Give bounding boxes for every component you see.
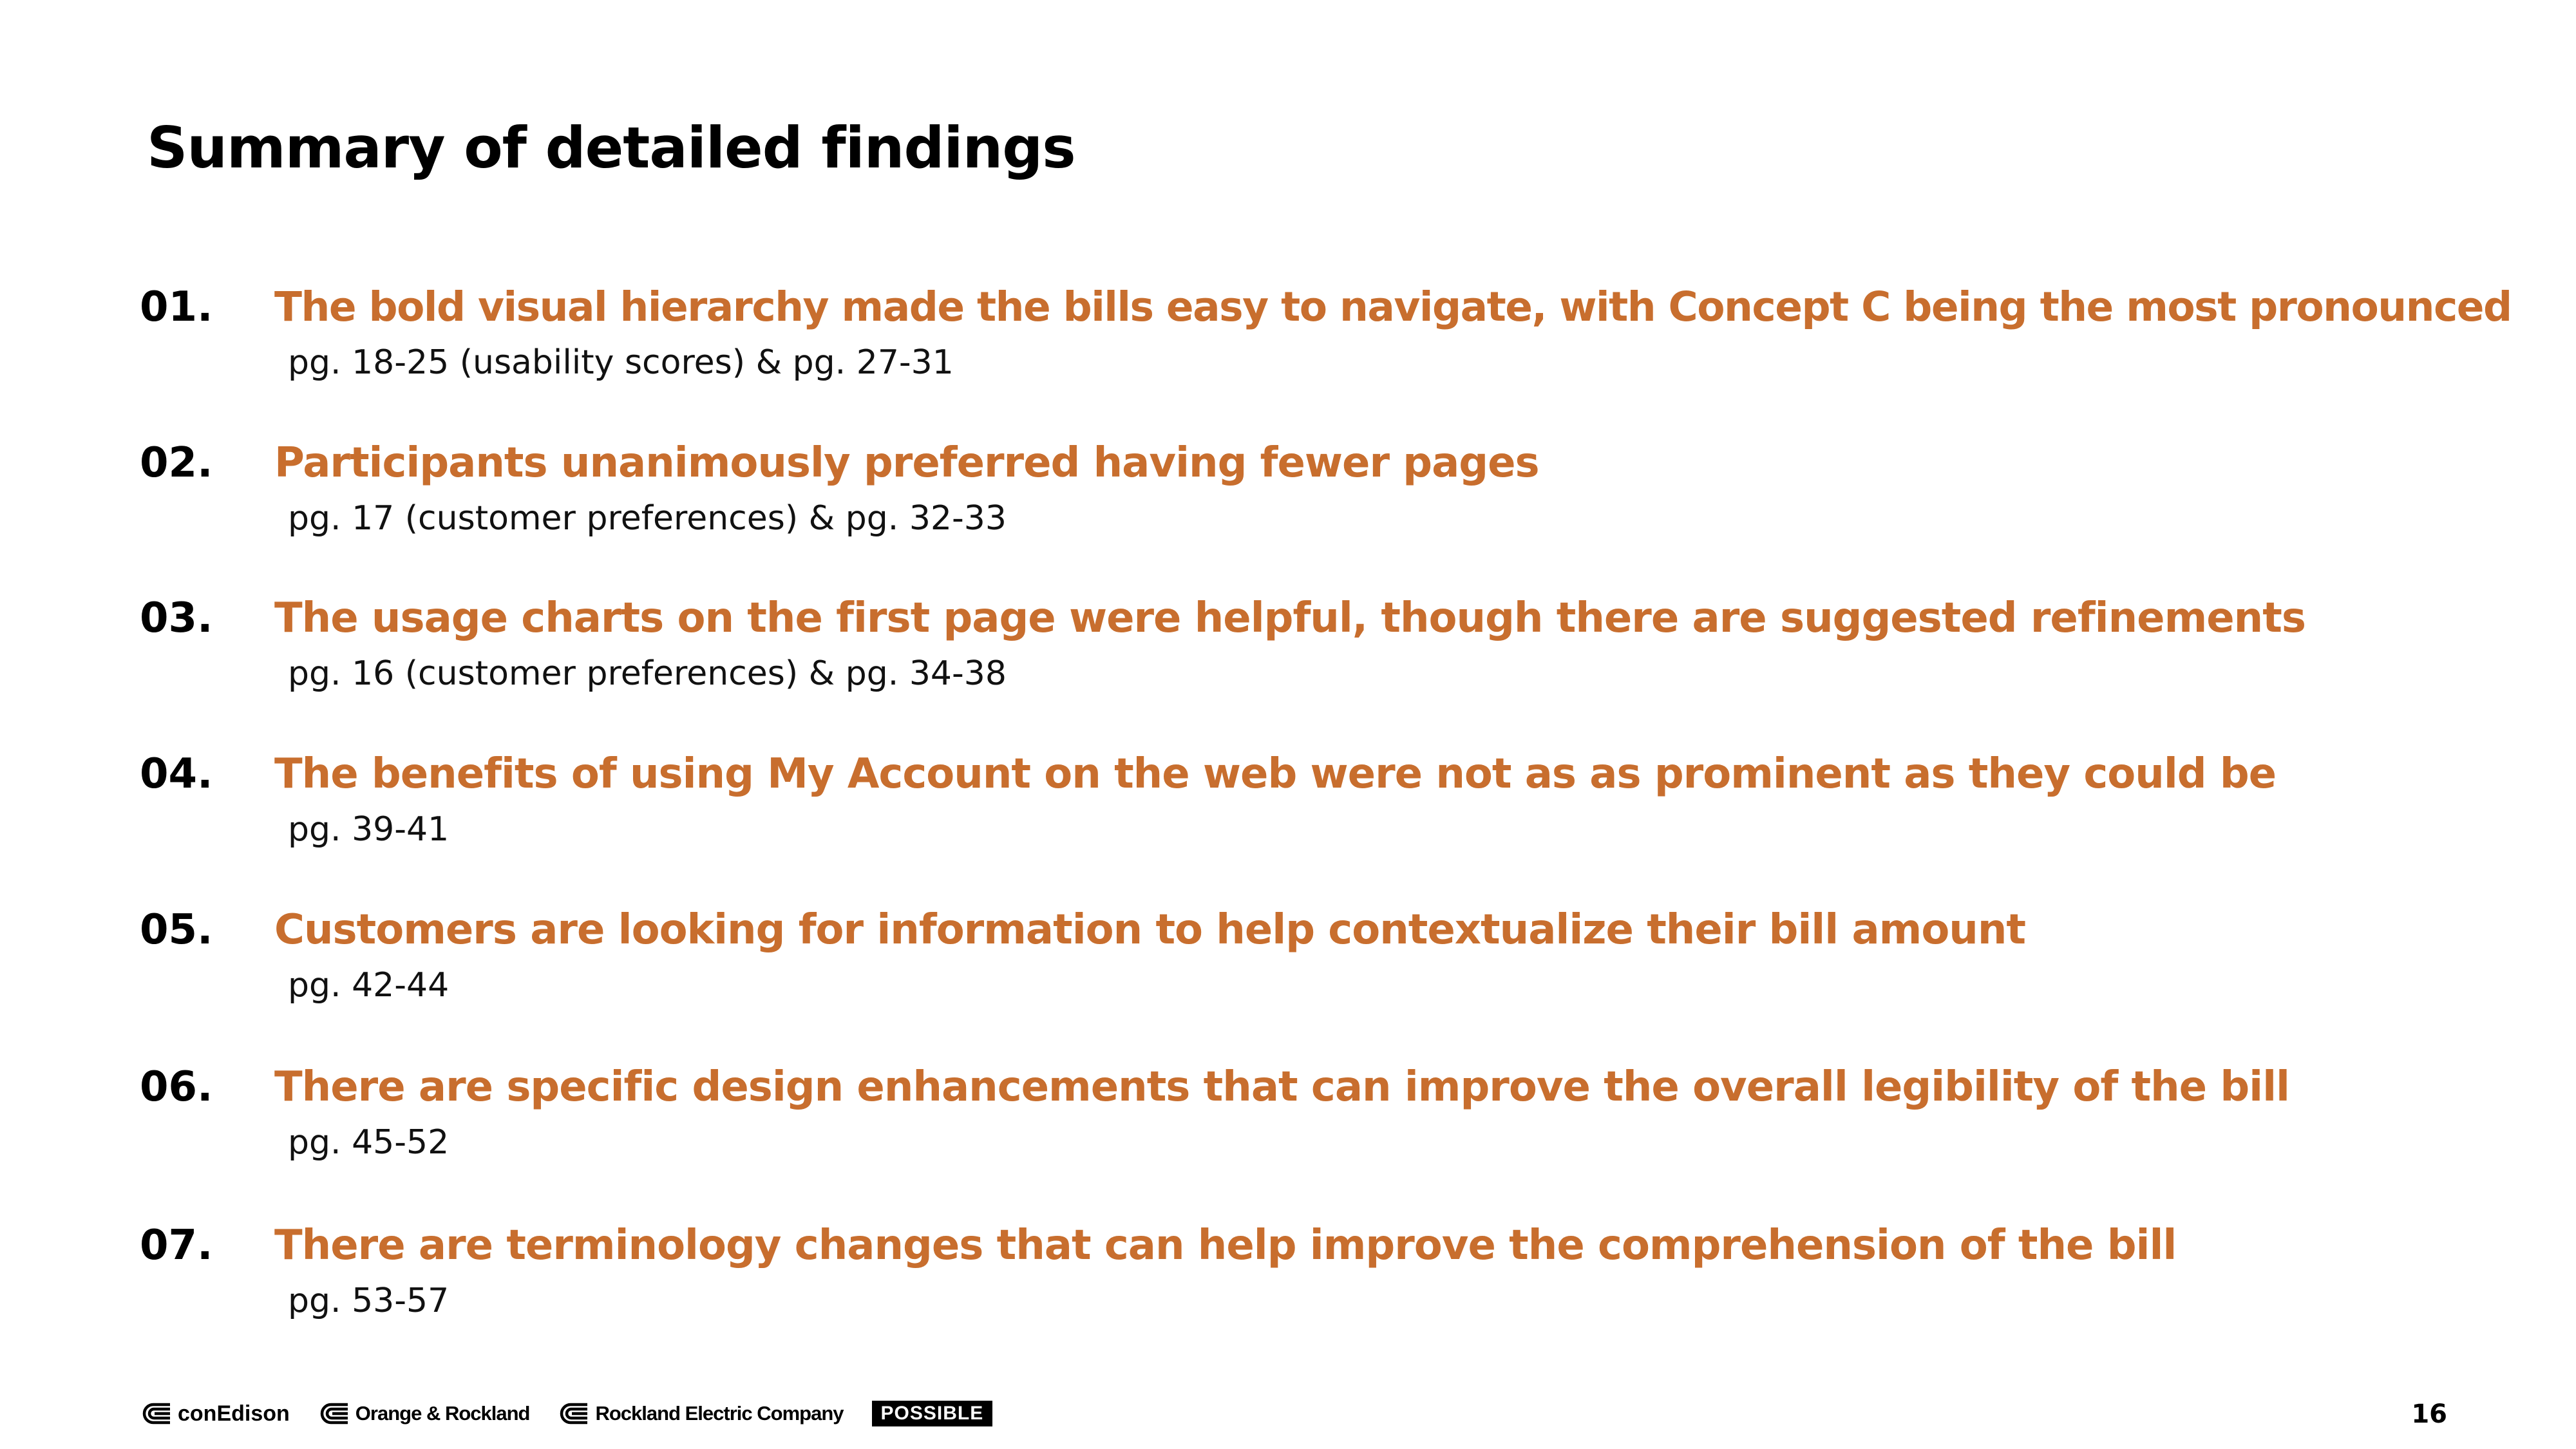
possible-logo [872, 1401, 993, 1426]
finding-page-reference: pg. 53-57 [288, 1282, 450, 1320]
finding-number: 04. [140, 750, 213, 798]
footer-logos [140, 1394, 1021, 1433]
finding-text: Participants unanimously preferred having fewer pages [274, 439, 1539, 487]
finding-text: The bold visual hierarchy made the bills easy to navigate, with Concept C being the most pronounced [274, 283, 2512, 330]
finding-text: There are terminology changes that can help improve the comprehension of the bill [274, 1222, 2177, 1269]
finding-item [0, 589, 2576, 737]
conedison-logo-icon [140, 1401, 173, 1426]
finding-page-reference: pg. 42-44 [288, 966, 450, 1005]
finding-item [0, 434, 2576, 582]
rockland-electric-logo-text: Rockland Electric Company [595, 1402, 844, 1425]
finding-text: There are specific design enhancements that can improve the overall legibility of the bill [274, 1063, 2289, 1111]
orange-rockland-logo [318, 1401, 530, 1426]
finding-number: 03. [140, 594, 213, 642]
finding-number: 05. [140, 906, 213, 954]
finding-number: 02. [140, 439, 213, 487]
finding-number: 06. [140, 1063, 213, 1111]
finding-page-reference: pg. 18-25 (usability scores) & pg. 27-31 [288, 343, 954, 382]
finding-text: The usage charts on the first page were helpful, though there are suggested refinements [274, 594, 2306, 642]
conedison-logo [140, 1401, 290, 1426]
orange-rockland-logo-text: Orange & Rockland [355, 1402, 530, 1425]
finding-item [0, 901, 2576, 1049]
rockland-electric-logo-icon [558, 1401, 590, 1426]
finding-page-reference: pg. 16 (customer preferences) & pg. 34-38 [288, 654, 1007, 693]
finding-item [0, 278, 2576, 426]
page-title: Summary of detailed findings [147, 115, 1075, 181]
finding-number: 01. [140, 283, 213, 331]
finding-page-reference: pg. 45-52 [288, 1123, 450, 1162]
rockland-electric-logo [558, 1401, 843, 1426]
orange-rockland-logo-icon [318, 1401, 350, 1426]
finding-item [0, 1217, 2576, 1365]
conedison-logo-text: conEdison [178, 1401, 290, 1426]
finding-item [0, 1058, 2576, 1206]
finding-item [0, 745, 2576, 893]
page-number: 16 [2411, 1399, 2447, 1429]
finding-number: 07. [140, 1222, 213, 1269]
finding-text: The benefits of using My Account on the web were not as as prominent as they could be [274, 750, 2277, 798]
possible-badge: POSSIBLE [872, 1401, 993, 1426]
finding-text: Customers are looking for information to help contextualize their bill amount [274, 906, 2025, 954]
finding-page-reference: pg. 17 (customer preferences) & pg. 32-33 [288, 499, 1007, 538]
finding-page-reference: pg. 39-41 [288, 810, 450, 849]
